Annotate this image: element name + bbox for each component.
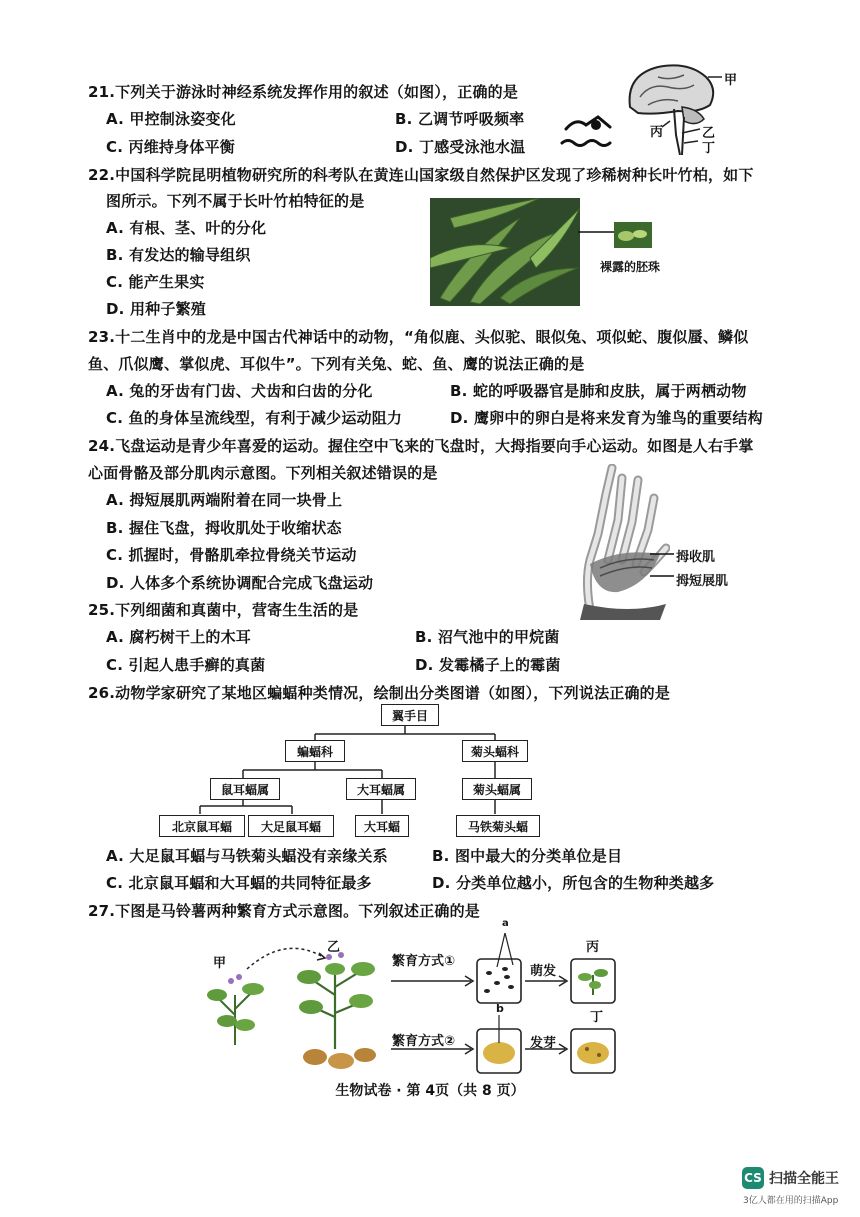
camscanner-logo-icon: CS xyxy=(742,1167,764,1189)
q21-stem: 21.下列关于游泳时神经系统发挥作用的叙述（如图），正确的是 xyxy=(88,83,519,101)
q26-option-a: A. 大足鼠耳蝠与马铁菊头蝠没有亲缘关系 xyxy=(106,847,388,865)
label-way-1: 繁育方式① xyxy=(392,954,456,969)
label-germinate: 萌发 xyxy=(530,964,557,979)
q22-option-d: D. 用种子繁殖 xyxy=(106,300,206,318)
brain-label-yi: 乙 xyxy=(702,126,716,141)
q22-option-a: A. 有根、茎、叶的分化 xyxy=(106,219,267,237)
q23-stem-line1: 23.十二生肖中的龙是中国古代神话中的动物，“角似鹿、头似驼、眼似兔、项似蛇、腹似蜃、鳞似 xyxy=(88,328,749,346)
label-jia: 甲 xyxy=(213,956,227,971)
tree-node-genus-1: 鼠耳蝠属 xyxy=(210,778,280,800)
q26-stem: 26.动物学家研究了某地区蝙蝠种类情况，绘制出分类图谱（如图），下列说法正确的是 xyxy=(88,684,671,702)
label-b: b xyxy=(496,1002,504,1015)
q24-stem-line2: 心面骨骼及部分肌肉示意图。下列相关叙述错误的是 xyxy=(88,464,438,482)
tree-node-species-2: 大足鼠耳蝠 xyxy=(248,815,334,837)
tree-node-genus-2: 大耳蝠属 xyxy=(346,778,416,800)
q22-option-b: B. 有发达的输导组织 xyxy=(106,246,251,264)
label-way-2: 繁育方式② xyxy=(392,1034,456,1049)
q25-stem: 25.下列细菌和真菌中，营寄生生活的是 xyxy=(88,601,359,619)
q22-option-c: C. 能产生果实 xyxy=(106,273,205,291)
q21-option-c: C. 丙维持身体平衡 xyxy=(106,138,235,156)
q25-option-c: C. 引起人患手癣的真菌 xyxy=(106,656,266,674)
seed-box xyxy=(477,959,521,1003)
potato-plant-yi-icon xyxy=(297,952,376,1069)
ovule-label: 裸露的胚珠 xyxy=(600,260,661,274)
page-footer: 生物试卷 · 第 4页（共 8 页） xyxy=(335,1083,525,1099)
label-yi: 乙 xyxy=(327,940,341,955)
q23-stem-line2: 鱼、爪似鹰、掌似虎、耳似牛”。下列有关兔、蛇、鱼、鹰的说法正确的是 xyxy=(88,355,585,373)
q22-stem-line2: 图所示。下列不属于长叶竹柏特征的是 xyxy=(106,192,365,210)
tree-node-species-3: 大耳蝠 xyxy=(355,815,409,837)
label-bing: 丙 xyxy=(586,940,600,955)
q25-option-b: B. 沼气池中的甲烷菌 xyxy=(415,628,560,646)
adductor-label: 拇收肌 xyxy=(676,550,716,565)
potato-plant-jia-icon xyxy=(207,974,264,1045)
tree-node-family-1: 蝙蝠科 xyxy=(285,740,345,762)
q24-stem-line1: 24.飞盘运动是青少年喜爱的运动。握住空中飞来的飞盘时，大拇指要向手心运动。如图是人右手掌 xyxy=(88,437,754,455)
q24-option-c: C. 抓握时，骨骼肌牵拉骨绕关节运动 xyxy=(106,546,357,564)
q25-option-a: A. 腐朽树干上的木耳 xyxy=(106,628,252,646)
potato-reproduction-diagram xyxy=(195,925,625,1075)
q21-option-a: A. 甲控制泳姿变化 xyxy=(106,110,236,128)
q26-option-b: B. 图中最大的分类单位是目 xyxy=(432,847,623,865)
tree-node-species-1: 北京鼠耳蝠 xyxy=(159,815,245,837)
q24-option-d: D. 人体多个系统协调配合完成飞盘运动 xyxy=(106,574,374,592)
q23-option-a: A. 兔的牙齿有门齿、犬齿和臼齿的分化 xyxy=(106,382,373,400)
abductor-label: 拇短展肌 xyxy=(676,574,729,589)
swimmer-icon xyxy=(562,117,610,146)
bamboo-leaf-photo xyxy=(430,198,580,306)
brain-label-bing: 丙 xyxy=(650,125,664,140)
label-a: a xyxy=(502,918,509,929)
q24-option-a: A. 拇短展肌两端附着在同一块骨上 xyxy=(106,491,343,509)
label-sprout: 发芽 xyxy=(530,1036,557,1051)
q26-option-c: C. 北京鼠耳蝠和大耳蝠的共同特征最多 xyxy=(106,874,372,892)
q26-option-d: D. 分类单位越小，所包含的生物种类越多 xyxy=(432,874,715,892)
tree-node-species-4: 马铁菊头蝠 xyxy=(456,815,540,837)
camscanner-tagline: 3亿人都在用的扫描App xyxy=(743,1196,839,1206)
q24-option-b: B. 握住飞盘，拇收肌处于收缩状态 xyxy=(106,519,342,537)
q25-option-d: D. 发霉橘子上的霉菌 xyxy=(415,656,561,674)
brain-label-ding: 丁 xyxy=(702,141,716,156)
camscanner-name: 扫描全能王 xyxy=(769,1171,839,1187)
q27-stem: 27.下图是马铃薯两种繁育方式示意图。下列叙述正确的是 xyxy=(88,902,480,920)
tree-node-genus-3: 菊头蝠属 xyxy=(462,778,532,800)
tree-node-order: 翼手目 xyxy=(381,704,439,726)
q23-option-c: C. 鱼的身体呈流线型，有利于减少运动阻力 xyxy=(106,409,403,427)
q23-option-d: D. 鹰卵中的卵白是将来发育为雏鸟的重要结构 xyxy=(450,409,763,427)
brain-label-jia: 甲 xyxy=(724,73,738,88)
ovule-inset-photo xyxy=(614,222,652,248)
q21-option-b: B. 乙调节呼吸频率 xyxy=(395,110,525,128)
q21-option-d: D. 丁感受泳池水温 xyxy=(395,138,526,156)
q23-option-b: B. 蛇的呼吸器官是肺和皮肤，属于两栖动物 xyxy=(450,382,747,400)
label-ding: 丁 xyxy=(590,1010,604,1025)
tree-node-family-2: 菊头蝠科 xyxy=(462,740,528,762)
q22-stem-line1: 22.中国科学院昆明植物研究所的科考队在黄连山国家级自然保护区发现了珍稀树种长叶竹柏，如下 xyxy=(88,166,754,184)
hand-skeleton-diagram xyxy=(570,464,670,620)
